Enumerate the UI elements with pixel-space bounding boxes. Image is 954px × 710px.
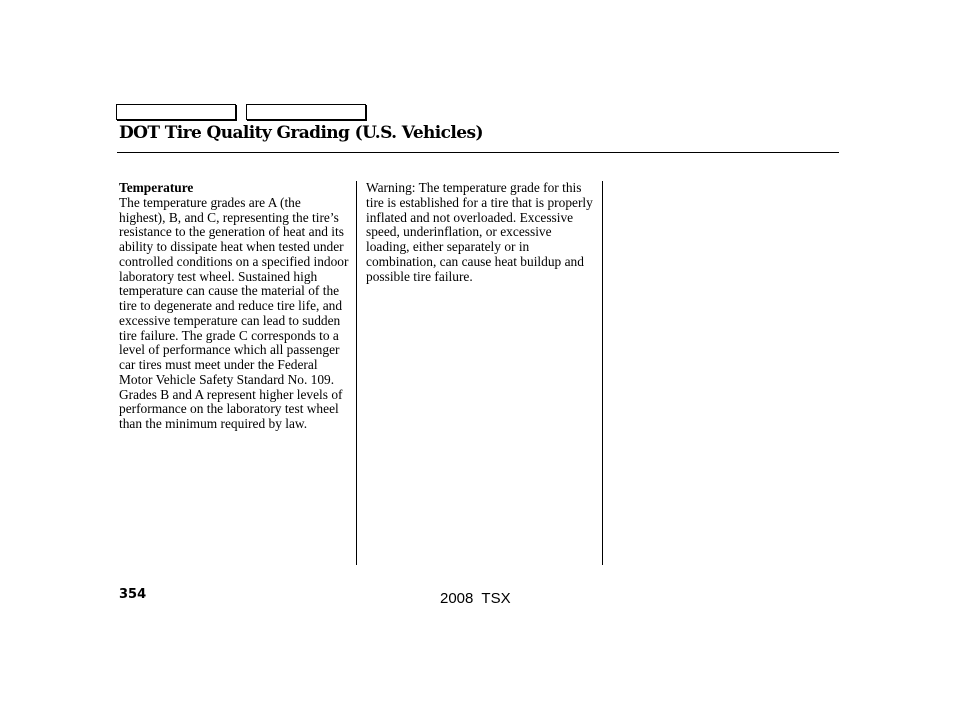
column-divider xyxy=(356,181,357,565)
page-title: DOT Tire Quality Grading (U.S. Vehicles) xyxy=(119,123,483,143)
footer-model: 2008 TSX xyxy=(440,590,511,607)
page-number: 354 xyxy=(119,587,147,602)
title-divider xyxy=(117,152,839,153)
warning-text: Warning: The temperature grade for this tire is established for a tire that is properly inflated and not overloaded. Excessive speed, underinflation, or excessive loading, either separately or in combination, can cause heat buildup and possible tire failure. xyxy=(366,180,593,284)
temperature-body-text: The temperature grades are A (the highest), B, and C, representing the tire’s resistance to the generation of heat and its ability to dissipate heat when tested under controlled conditions on a specified indoor laboratory test wheel. Sustained high temperature can cause the material of the tire to degenerate and reduce tire life, and excessive temperature can lead to sudden tire failure. The grade C corresponds to a level of performance which all passenger car tires must meet under the Federal Motor Vehicle Safety Standard No. 109. Grades B and A represent higher levels of performance on the laboratory test wheel than the minimum required by law. xyxy=(119,194,349,431)
section-heading-temperature: Temperature xyxy=(119,180,194,195)
left-column xyxy=(119,181,349,432)
column-divider xyxy=(602,181,603,565)
nav-prev-button[interactable] xyxy=(116,104,236,120)
nav-next-button[interactable] xyxy=(246,104,366,120)
middle-column xyxy=(366,181,596,284)
